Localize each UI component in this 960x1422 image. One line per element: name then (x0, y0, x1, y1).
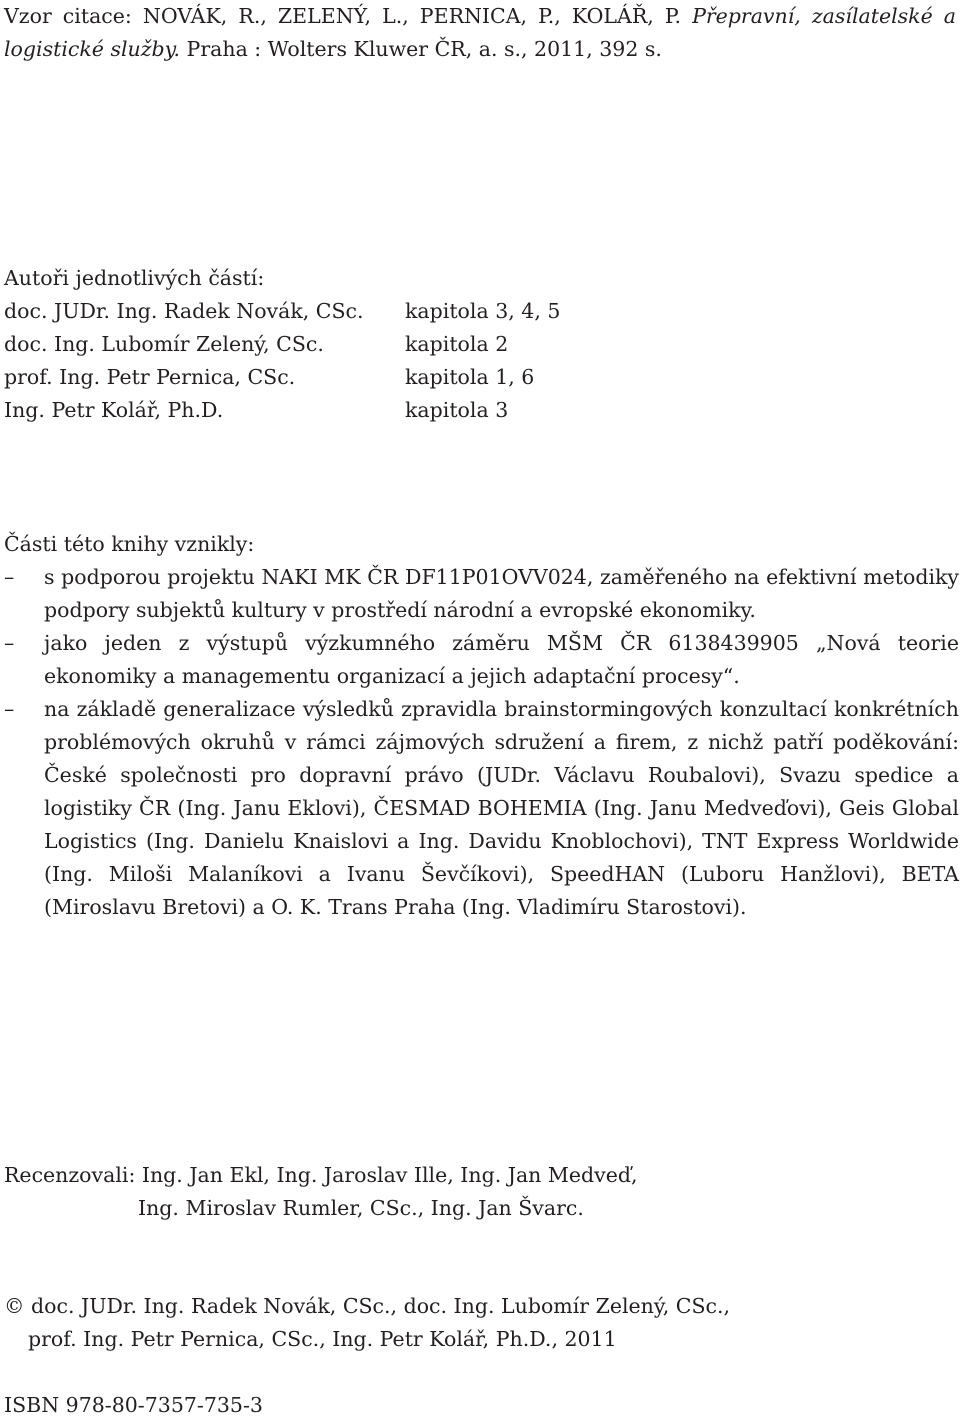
reviewers-line-2: Ing. Miroslav Rumler, CSc., Ing. Jan Švarc. (138, 1196, 584, 1220)
dash-bullet: – (4, 565, 15, 589)
copyright-line-2: prof. Ing. Petr Pernica, CSc., Ing. Petr Kolář, Ph.D., 2011 (28, 1327, 617, 1351)
author-row (4, 361, 704, 394)
dash-bullet: – (4, 631, 15, 655)
author-name: doc. Ing. Lubomír Zelený, CSc. (4, 332, 324, 356)
reviewers-section (4, 1159, 904, 1225)
citation-block (4, 0, 956, 66)
reviewers-line-1: Recenzovali: Ing. Jan Ekl, Ing. Jaroslav Ille, Ing. Jan Medveď, (4, 1163, 638, 1187)
citation-title: Přepravní, zasílatelské a logistické služby. (4, 4, 957, 61)
author-row (4, 328, 704, 361)
citation-authors: Vzor citace: NOVÁK, R., ZELENÝ, L., PERNICA, P., KOLÁŘ, P. (4, 4, 693, 28)
origins-list-item (4, 693, 959, 924)
origins-list-item (4, 627, 959, 693)
origins-item-text: na základě generalizace výsledků zpravidla brainstormingových konzultací konkrétních problémových okruhů v rámci zájmových sdružení a firem, z nichž patří poděkování: České společnosti pro dopravní právo (JUDr. Václavu Roubalovi), Svazu spedice a logistiky ČR (Ing. Janu Eklovi), ČESMAD BOHEMIA (Ing. Janu Medveďovi), Geis Global Logistics (Ing. Danielu Knaislovi a Ing. Davidu Knoblochovi), TNT Express Worldwide (Ing. Miloši Malaníkovi a Ivanu Ševčíkovi), SpeedHAN (Luboru Hanžlovi), BETA (Miroslavu Bretovi) a O. K. Trans Praha (Ing. Vladimíru Starostovi). (44, 697, 959, 919)
dash-bullet: – (4, 697, 15, 721)
author-row (4, 295, 704, 328)
origins-section (4, 528, 959, 924)
author-name: Ing. Petr Kolář, Ph.D. (4, 398, 224, 422)
origins-heading: Části této knihy vznikly: (4, 532, 255, 556)
author-name: prof. Ing. Petr Pernica, CSc. (4, 365, 296, 389)
author-chapters: kapitola 3 (405, 398, 509, 422)
author-row (4, 394, 704, 427)
author-name: doc. JUDr. Ing. Radek Novák, CSc. (4, 299, 364, 323)
author-chapters: kapitola 2 (405, 332, 509, 356)
origins-item-text: s podporou projektu NAKI MK ČR DF11P01OVV024, zaměřeného na efektivní metodiky podpory subjektů kultury v prostředí národní a evropské ekonomiky. (44, 565, 959, 622)
origins-item-text: jako jeden z výstupů výzkumného záměru MŠM ČR 6138439905 „Nová teorie ekonomiky a managementu organizací a jejich adaptační procesy“. (44, 631, 959, 688)
copyright-line-1: © doc. JUDr. Ing. Radek Novák, CSc., doc. Ing. Lubomír Zelený, CSc., (4, 1294, 731, 1318)
author-chapters: kapitola 1, 6 (405, 365, 535, 389)
authors-section (4, 262, 704, 427)
author-chapters: kapitola 3, 4, 5 (405, 299, 561, 323)
copyright-section (4, 1290, 904, 1356)
isbn: ISBN 978-80-7357-735-3 (4, 1393, 263, 1417)
authors-heading: Autoři jednotlivých částí: (4, 266, 265, 290)
origins-list-item (4, 561, 959, 627)
citation-publisher: Praha : Wolters Kluwer ČR, a. s., 2011, 392 s. (180, 37, 662, 61)
